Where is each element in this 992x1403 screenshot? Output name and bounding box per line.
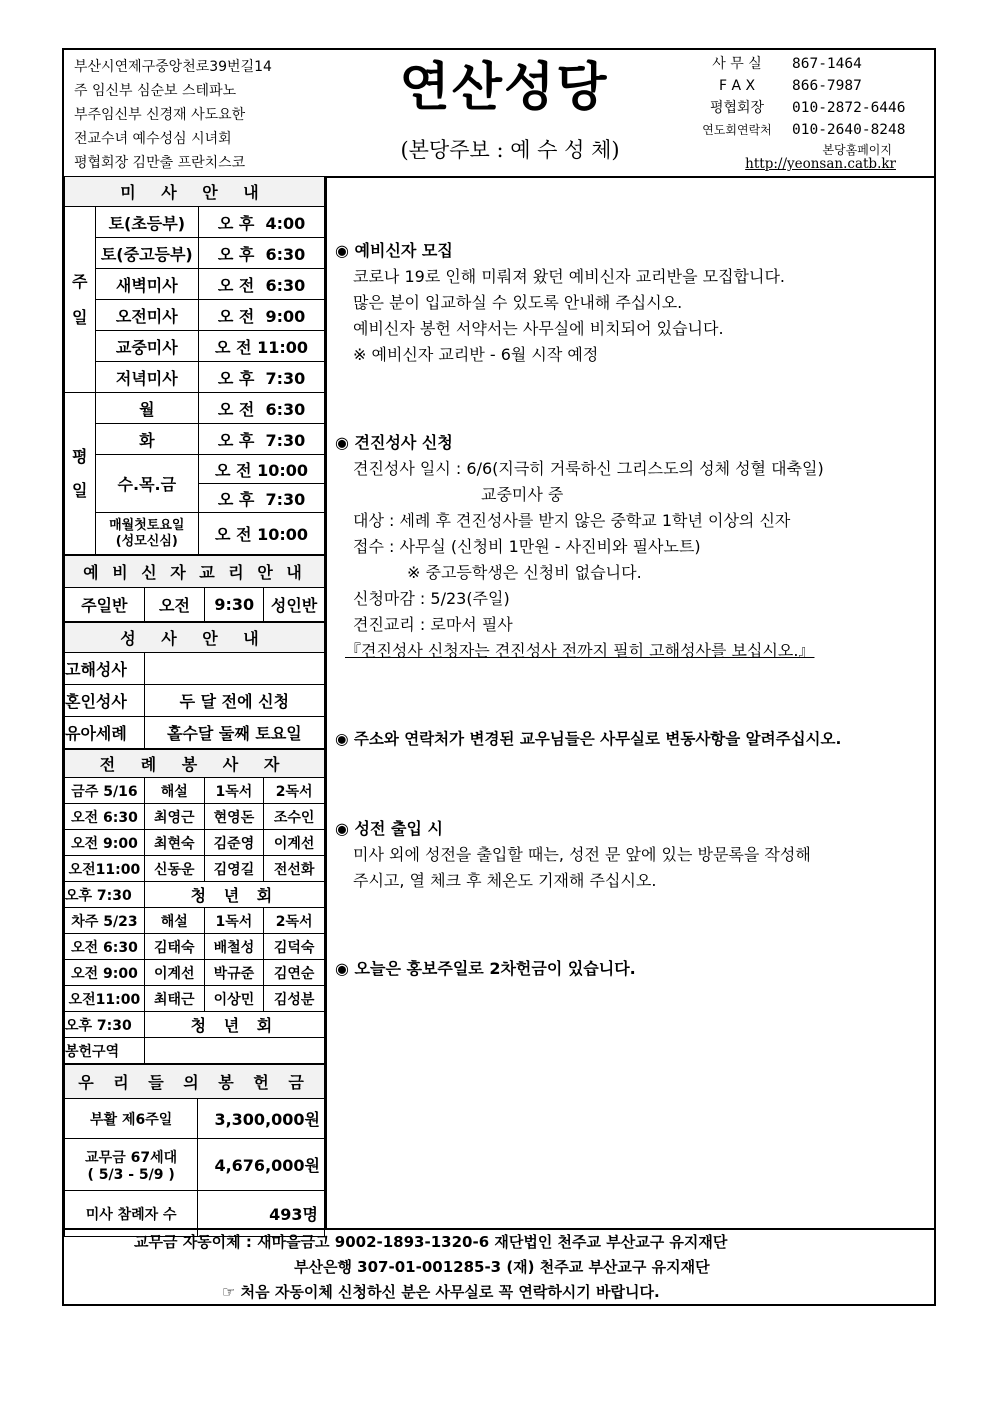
server-name: 김성분 [264, 986, 325, 1012]
server-name: 박규준 [204, 960, 264, 986]
sister: 전교수녀 예수성심 시녀회 [74, 131, 232, 147]
server-name: 김영길 [204, 856, 264, 882]
district-value [144, 1038, 324, 1064]
server-time: 오전 6:30 [65, 804, 145, 830]
mass-time: 오 후 6:30 [199, 238, 325, 269]
footer-bank-line: 부산은행 307-01-001285-3 (재) 천주교 부산교구 유지재단 [294, 1258, 710, 1276]
council-president: 평협회장 김만출 프란치스코 [74, 155, 246, 171]
catechumen-target: 성인반 [264, 588, 325, 622]
district-label: 봉헌구역 [65, 1038, 145, 1064]
office-phone: 867-1464 [792, 56, 862, 72]
mass-name: 수.목.금 [95, 455, 199, 513]
server-name: 최현숙 [144, 830, 204, 856]
notice-church-entry [335, 816, 931, 894]
server-name: 이계선 [144, 960, 204, 986]
server-time: 오전 9:00 [65, 960, 145, 986]
catechumen-ampm: 오전 [144, 588, 205, 622]
week-label: 차주 5/23 [65, 908, 145, 934]
server-name: 이상민 [204, 986, 264, 1012]
role-header: 1독서 [204, 778, 264, 804]
info-sidebar [64, 176, 327, 1228]
server-name: 최태근 [144, 986, 204, 1012]
mass-time: 오 후 7:30 [199, 424, 325, 455]
page-title: 연산성당 [399, 57, 609, 118]
notice-line: 견진성사 일시 : 6/6(지극히 거룩하신 그리스도의 성체 성혈 대축일) [353, 459, 824, 478]
server-time: 오후 7:30 [65, 882, 145, 908]
mass-name: 화 [95, 424, 199, 455]
fax-label: F A X [718, 78, 756, 94]
footer-note: ☞ 처음 자동이체 신청하신 분은 사무실로 꼭 연락하시기 바랍니다. [222, 1283, 660, 1301]
server-name: 이계선 [264, 830, 325, 856]
notice-line: 대상 : 세례 후 견진성사를 받지 않은 중학교 1학년 이상의 신자 [353, 511, 791, 530]
header-contacts [682, 53, 932, 171]
server-name: 배철성 [204, 934, 264, 960]
catechumen-time: 9:30 [205, 588, 264, 622]
mass-name: 토(초등부) [95, 207, 199, 238]
footer-bank-line: 교무금 자동이체 : 새마을금고 9002-1893-1320-6 재단법인 천주교 부산교구 유지재단 [134, 1233, 728, 1251]
mass-name: 저녁미사 [95, 362, 199, 393]
server-name: 김태숙 [144, 934, 204, 960]
catechumen-table [64, 555, 325, 622]
notice-line: 예비신자 봉헌 서약서는 사무실에 비치되어 있습니다. [353, 319, 724, 338]
notice-line: 많은 분이 입교하실 수 있도록 안내해 주십시오. [353, 293, 683, 312]
mass-name: 월 [95, 393, 199, 424]
notice-line: 신청마감 : 5/23(주일) [353, 589, 510, 608]
notice-line: 접수 : 사무실 (신청비 1만원 - 사진비와 필사노트) [353, 537, 701, 556]
sacrament-value [144, 653, 324, 685]
council-label: 평협회장 [709, 100, 765, 116]
offering-value: 3,300,000원 [198, 1099, 325, 1139]
notice-line: 『견진성사 신청자는 견진성사 전까지 필히 고해성사를 보십시오.』 [345, 641, 815, 660]
pastor: 주 임신부 심순보 스테파노 [74, 83, 237, 99]
notices [327, 176, 934, 1228]
weekday-label: 평일 [65, 393, 96, 555]
sacrament-table [64, 622, 325, 749]
server-time: 오전11:00 [65, 856, 145, 882]
week-label: 금주 5/16 [65, 778, 145, 804]
notice-line: 주시고, 열 체크 후 체온도 기재해 주십시오. [353, 871, 657, 890]
sacrament-label: 혼인성사 [65, 685, 145, 717]
offering-label: 교무금 67세대 ( 5/3 - 5/9 ) [65, 1139, 198, 1191]
role-header: 1독서 [204, 908, 264, 934]
server-name: 전선화 [264, 856, 325, 882]
catechumen-section-title: 예 비 신 자 교 리 안 내 [65, 556, 325, 588]
yeondo-label: 연도회연락처 [702, 123, 772, 137]
mass-table [64, 176, 325, 555]
mass-name: 매월첫토요일 (성모신심) [95, 513, 199, 555]
role-header: 해설 [144, 908, 204, 934]
fax-phone: 866-7987 [792, 78, 862, 94]
footer [64, 1228, 934, 1306]
mass-time: 오 전 10:00 [199, 513, 325, 555]
server-time: 오후 7:30 [65, 1012, 145, 1038]
mass-time: 오 전 9:00 [199, 300, 325, 331]
offering-table [64, 1064, 325, 1237]
server-name: 김덕숙 [264, 934, 325, 960]
notice-line: 미사 외에 성전을 출입할 때는, 성전 문 앞에 있는 방문록을 작성해 [353, 845, 811, 864]
offering-value: 4,676,000원 [198, 1139, 325, 1191]
notice-title: ◉ 성전 출입 시 [335, 819, 443, 838]
server-group: 청 년 회 [144, 1012, 324, 1038]
notice-line: 견진교리 : 로마서 필사 [353, 615, 513, 634]
mass-time: 오 전 10:00 [199, 455, 325, 484]
sacrament-label: 고해성사 [65, 653, 145, 685]
homepage-link[interactable]: http://yeonsan.catb.kr [745, 156, 896, 172]
yeondo-phone: 010-2640-8248 [792, 122, 906, 138]
mass-time: 오 전 11:00 [199, 331, 325, 362]
mass-name: 토(중고등부) [95, 238, 199, 269]
mass-time: 오 후 7:30 [199, 484, 325, 513]
mass-time: 오 후 4:00 [199, 207, 325, 238]
notice-line: ※ 예비신자 교리반 - 6월 시작 예정 [353, 345, 599, 364]
mass-name: 새벽미사 [95, 269, 199, 300]
header [64, 50, 934, 178]
office-label: 사 무 실 [712, 56, 762, 72]
notice-address-change: ◉ 주소와 연락처가 변경된 교우님들은 사무실로 변동사항을 알려주십시오. [335, 730, 842, 748]
assistant-pastor: 부주임신부 신경재 사도요한 [74, 107, 246, 123]
server-name: 김준영 [204, 830, 264, 856]
mass-time: 오 전 6:30 [199, 393, 325, 424]
server-name: 신동운 [144, 856, 204, 882]
server-time: 오전11:00 [65, 986, 145, 1012]
role-header: 2독서 [264, 908, 325, 934]
server-group: 청 년 회 [144, 882, 324, 908]
page-subtitle: (본당주보 : 예 수 성 체) [400, 138, 620, 162]
notice-title: ◉ 예비신자 모집 [335, 241, 453, 260]
notice-title: ◉ 견진성사 신청 [335, 433, 453, 452]
server-name: 조수인 [264, 804, 325, 830]
servers-table [64, 749, 325, 1064]
mass-time: 오 후 7:30 [199, 362, 325, 393]
server-name: 현영돈 [204, 804, 264, 830]
offering-label: 부활 제6주일 [65, 1099, 198, 1139]
sacrament-label: 유아세례 [65, 717, 145, 749]
catechumen-day: 주일반 [65, 588, 145, 622]
sunday-label: 주일 [65, 207, 96, 393]
role-header: 해설 [144, 778, 204, 804]
sacrament-value: 두 달 전에 신청 [144, 685, 324, 717]
server-name: 최영근 [144, 804, 204, 830]
notice-line: 코로나 19로 인해 미뤄져 왔던 예비신자 교리반을 모집합니다. [353, 267, 785, 286]
server-time: 오전 6:30 [65, 934, 145, 960]
bulletin-page [62, 48, 936, 1306]
offering-label: 미사 참례자 수 [65, 1191, 198, 1237]
mass-time: 오 전 6:30 [199, 269, 325, 300]
notice-line: ※ 중고등학생은 신청비 없습니다. [407, 563, 642, 582]
notice-line: 교중미사 중 [481, 485, 564, 504]
address: 부산시연제구중앙천로39번길14 [74, 59, 272, 75]
sacrament-value: 홀수달 둘째 토요일 [144, 717, 324, 749]
notice-confirmation [335, 430, 931, 664]
sacrament-section-title: 성 사 안 내 [65, 623, 325, 653]
offering-section-title: 우 리 들 의 봉 헌 금 [65, 1065, 325, 1099]
servers-section-title: 전 례 봉 사 자 [65, 750, 325, 778]
header-staff [74, 55, 336, 175]
homepage-label: 본당홈페이지 [822, 143, 892, 157]
council-phone: 010-2872-6446 [792, 100, 906, 116]
offering-value: 493명 [198, 1191, 325, 1237]
server-name: 김연순 [264, 960, 325, 986]
notice-catechumen [335, 238, 931, 368]
mass-name: 교중미사 [95, 331, 199, 362]
notice-second-collection: ◉ 오늘은 홍보주일로 2차헌금이 있습니다. [335, 959, 636, 978]
mass-section-title: 미 사 안 내 [65, 177, 325, 207]
mass-name: 오전미사 [95, 300, 199, 331]
server-time: 오전 9:00 [65, 830, 145, 856]
role-header: 2독서 [264, 778, 325, 804]
